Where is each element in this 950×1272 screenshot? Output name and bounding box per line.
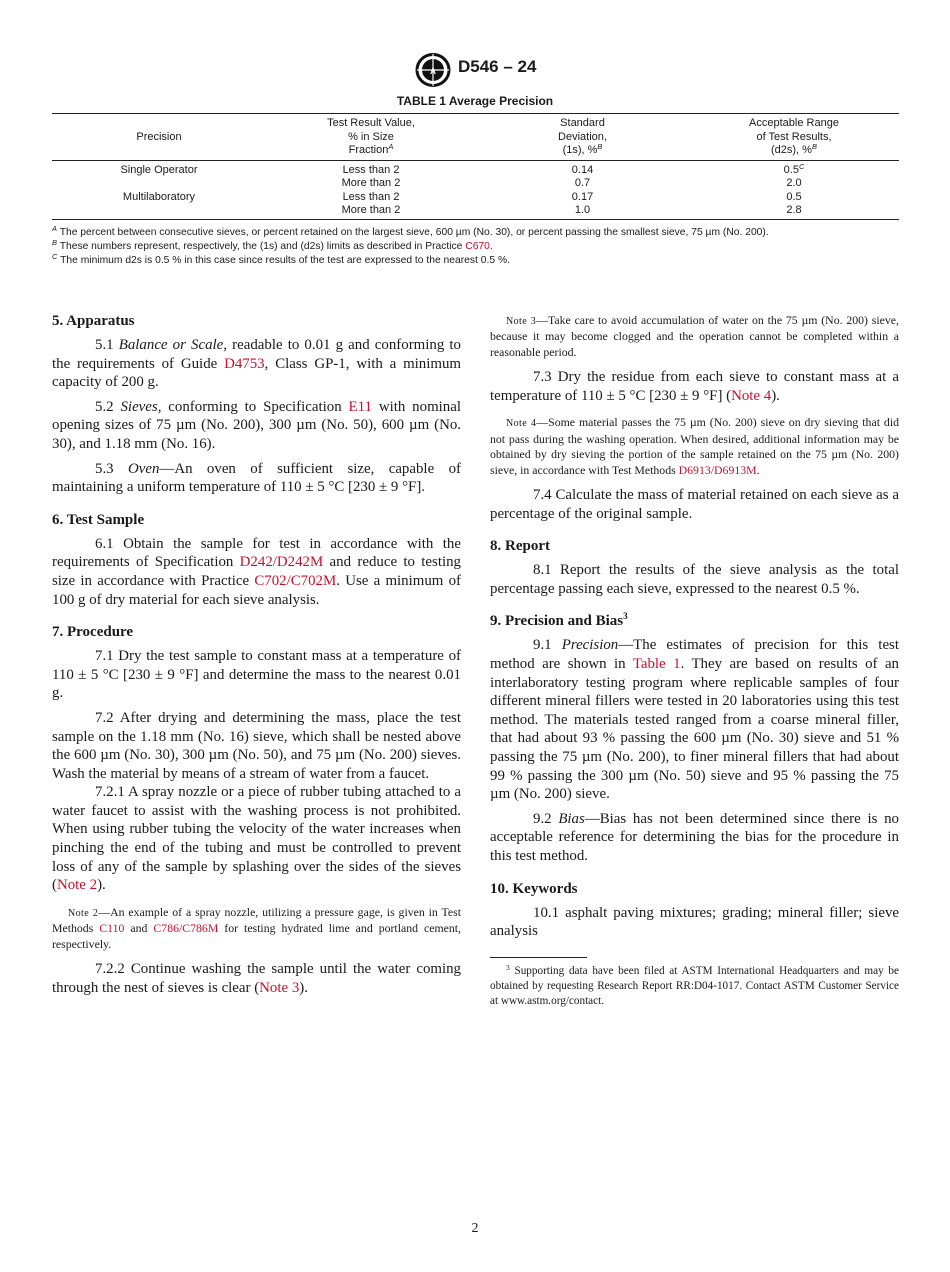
table-footnote-b: $^B$ These numbers represent, respectively, the (1s) and (d2s) limits as described in Practice C670. bbox=[52, 238, 493, 252]
page-header bbox=[0, 53, 950, 87]
table-footnotes bbox=[52, 226, 902, 268]
note-2: Note 2—An example of a spray nozzle, utilizing a pressure gage, is given in Test Methods C110 and C786/C786M for testing hydrated lime and portland cement, respectively. bbox=[52, 904, 461, 951]
section-5-heading: 5. Apparatus bbox=[52, 313, 135, 329]
cell-std-dev: 0.17 bbox=[571, 190, 594, 203]
cell-precision bbox=[52, 204, 266, 219]
cell-acceptable: 2.0 bbox=[786, 177, 802, 189]
link-d242[interactable]: D242/D242M bbox=[239, 554, 324, 571]
table-footnote-c: $^C$ The minimum d2s is 0.5 % in this case since results of the test are expressed to the nearest 0.5 %. bbox=[52, 252, 510, 266]
table-title: TABLE 1 Average Precision bbox=[396, 94, 554, 108]
cell-precision: Single Operator bbox=[120, 163, 198, 176]
link-table-1[interactable]: Table 1 bbox=[632, 656, 681, 672]
para-6-1: 6.1 Obtain the sample for test in accordance with the requirements of Specification D242/D242M and reduce to testing size in accordance with Practice C702/C702M. Use a minimum of 100 g of dry material for each sieve analysis. bbox=[52, 535, 461, 608]
footnote-divider bbox=[490, 957, 587, 958]
cell-test-result: More than 2 bbox=[341, 204, 401, 216]
table-row bbox=[52, 191, 899, 205]
para-7-4: 7.4 Calculate the mass of material retained on each sieve as a percentage of the original sample. bbox=[490, 487, 899, 522]
cell-std-dev: 0.14 bbox=[571, 163, 594, 176]
link-note-2[interactable]: Note 2 bbox=[56, 877, 98, 894]
table-footnote-a: $^A$ The percent between consecutive sieves, or percent retained on the largest sieve, 600 µm (No. 30), or percent passing the smallest sieve, 75 µm (No. 200). bbox=[52, 224, 769, 238]
table-header-row bbox=[52, 114, 899, 161]
section-8-heading: 8. Report bbox=[490, 538, 550, 555]
para-8-1: 8.1 Report the results of the sieve analysis as the total percentage passing each sieve, expressed to the nearest 0.5 %. bbox=[490, 562, 899, 597]
table-row bbox=[52, 204, 899, 219]
para-10-1: 10.1 asphalt paving mixtures; grading; mineral filler; sieve analysis bbox=[490, 904, 899, 940]
table-row bbox=[52, 160, 899, 177]
para-5-3: 5.3 Oven—An oven of sufficient size, capable of maintaining a uniform temperature of 110 ± 5 °C [230 ± 9 °F]. bbox=[52, 460, 461, 496]
left-column bbox=[52, 308, 461, 1003]
cell-acceptable: 0.5 bbox=[786, 190, 802, 203]
para-5-1: 5.1 Balance or Scale, readable to 0.01 g and conforming to the requirements of Guide D4753, Class GP-1, with a minimum capacity of 200 g. bbox=[52, 337, 461, 391]
section-7-heading: 7. Procedure bbox=[52, 624, 134, 641]
para-7-2-2: 7.2.2 Continue washing the sample until the water coming through the nest of sieves is clear (Note 3). bbox=[52, 961, 461, 996]
para-9-2: 9.2 Bias—Bias has not been determined since there is no acceptable reference for determining the bias for the procedure in this test method. bbox=[490, 810, 899, 864]
note-4: Note 4—Some material passes the 75 µm (No. 200) sieve on dry sieving that did not pass during the washing operation. When desired, additional information may be obtained by dry sieving the portion of the sample retained on the 75 µm (No. 200) sieve, in accordance with Test Methods D6913/D6913M. bbox=[490, 415, 900, 477]
link-e11[interactable]: E11 bbox=[348, 398, 372, 415]
cell-test-result: Less than 2 bbox=[342, 190, 400, 203]
cell-test-result: More than 2 bbox=[341, 177, 401, 189]
cell-std-dev: 0.7 bbox=[574, 177, 591, 189]
link-c670[interactable]: C670 bbox=[465, 241, 490, 252]
link-c702[interactable]: C702/C702M bbox=[254, 572, 337, 589]
section-9-heading: 9. Precision and Bias$^3$ bbox=[490, 611, 628, 630]
para-7-2-1: 7.2.1 A spray nozzle or a piece of rubber tubing attached to a water faucet to assist with the washing process is not prohibited. When using rubber tubing the velocity of the water increases when pinching the end of the tubing and must be controlled to prevent loss of any of the sample by splashing over the sides of the sieves (Note 2). bbox=[52, 784, 461, 894]
cell-std-dev: 1.0 bbox=[574, 204, 591, 216]
cell-test-result: Less than 2 bbox=[342, 163, 400, 176]
cell-acceptable: $0.5^C$ bbox=[783, 161, 805, 176]
astm-logo bbox=[413, 53, 453, 87]
link-c110[interactable]: C110 bbox=[99, 921, 125, 936]
section-10-heading: 10. Keywords bbox=[490, 880, 578, 897]
link-c786[interactable]: C786/C786M bbox=[153, 921, 219, 936]
para-7-2: 7.2 After drying and determining the mass, place the test sample on the 1.18 mm (No. 16) sieve, which shall be nested above the 600 µm (No. 30), 300 µm (No. 50), and 75 µm (No. 200) sieves. Wash the material by means of a stream of water from a faucet. bbox=[52, 709, 461, 782]
header-std-dev: Standard Deviation, (1s), %$^B$ bbox=[558, 117, 607, 156]
header-precision: Precision bbox=[136, 130, 182, 143]
para-9-1: 9.1 Precision—The estimates of precision for this test method are shown in Table 1. They are based on results of an interlaboratory testing program where replicable samples of four different mineral fillers were tested in 20 laboratories using this test method. The materials tested ranged from a coarse mineral filler, that had about 93 % passing the 600 µm (No. 30) sieve and 51 % passing the 75 µm (No. 200), to finer mineral fillers that had about 99 % passing the 300 µm (No. 50) sieve and 95 % passing the 75 µm (No. 200) sieve. bbox=[490, 637, 899, 803]
table-row bbox=[52, 177, 899, 191]
para-7-1: 7.1 Dry the test sample to constant mass at a temperature of 110 ± 5 °C [230 ± 9 °F] and determine the mass to the nearest 0.01 g. bbox=[52, 648, 461, 702]
precision-table bbox=[52, 113, 899, 220]
footnote-3: $^3$ Supporting data have been filed at ASTM International Headquarters and may be obtained by requesting Research Report RR:D04-1017. Contact ASTM Customer Service at www.astm.org/contact. bbox=[490, 962, 899, 1007]
link-d4753[interactable]: D4753 bbox=[224, 355, 265, 372]
cell-precision bbox=[52, 177, 266, 191]
para-7-3: 7.3 Dry the residue from each sieve to constant mass at a temperature of 110 ± 5 °C [230 ± 9 °F] (Note 4). bbox=[490, 369, 899, 404]
section-6-heading: 6. Test Sample bbox=[52, 511, 145, 528]
para-5-2: 5.2 Sieves, conforming to Specification E11 with nominal opening sizes of 75 µm (No. 200), 300 µm (No. 50), 600 µm (No. 30), and 1.18 mm (No. 16). bbox=[52, 398, 461, 452]
svg-text:A: A bbox=[430, 67, 436, 76]
cell-precision: Multilaboratory bbox=[122, 190, 196, 203]
header-test-result: Test Result Value, % in Size Fraction$^A$ bbox=[327, 117, 415, 156]
cell-acceptable: 2.8 bbox=[786, 204, 802, 216]
page-number: 2 bbox=[471, 1221, 479, 1236]
link-note-4[interactable]: Note 4 bbox=[731, 387, 772, 404]
link-d6913[interactable]: D6913/D6913M bbox=[678, 462, 757, 477]
standard-designation: D546 – 24 bbox=[458, 57, 537, 76]
note-3: Note 3—Take care to avoid accumulation of water on the 75 µm (No. 200) sieve, because it may become clogged and the operation cannot be completed within a reasonable period. bbox=[490, 313, 899, 359]
right-column bbox=[490, 308, 899, 1009]
header-acceptable-range: Acceptable Range of Test Results, (d2s), %$^B$ bbox=[749, 117, 839, 156]
link-note-3[interactable]: Note 3 bbox=[259, 979, 300, 996]
